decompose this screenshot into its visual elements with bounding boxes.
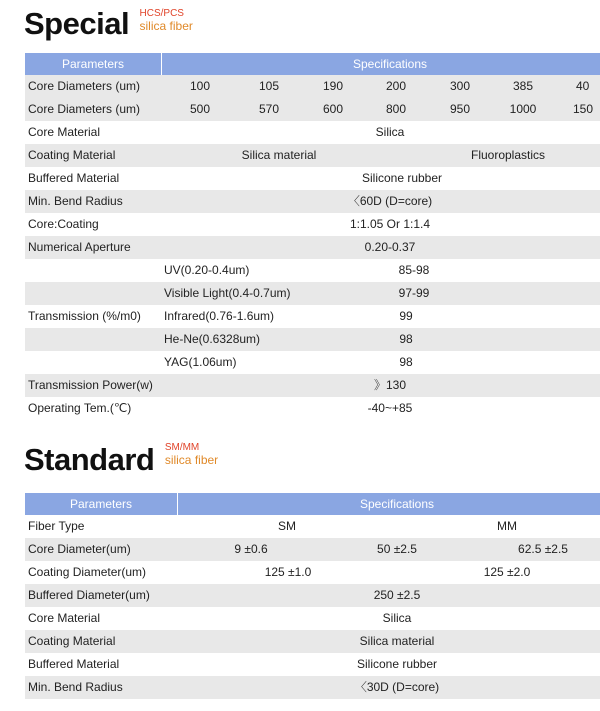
table-row-bend-radius (25, 676, 600, 699)
row-label: Min. Bend Radius (28, 194, 123, 208)
cell-value: 40 (576, 79, 590, 93)
cell-value: 100 (189, 79, 211, 93)
table-row-core-coating (25, 213, 600, 236)
table-row-transmission-power (25, 374, 600, 397)
table-row-fiber-type (25, 515, 600, 538)
table-row-core-diameter (25, 538, 600, 561)
cell-value: 800 (385, 102, 407, 116)
cell-value: 250 ±2.5 (373, 588, 421, 602)
header-parameters: Parameters (69, 497, 133, 511)
cell-value: 385 (512, 79, 534, 93)
standard-tags (165, 442, 218, 467)
cell-value: Silica material (241, 148, 317, 162)
cell-value: 62.5 ±2.5 (518, 542, 568, 556)
header-specifications: Specifications (352, 57, 428, 71)
cell-value: 105 (258, 79, 280, 93)
cell-value: 1:1.05 Or 1:1.4 (349, 217, 431, 231)
row-label: Core Material (28, 611, 101, 625)
cell-value: 9 ±0.6 (234, 542, 268, 556)
cell-value: Silica material (359, 634, 435, 648)
row-label: Coating Material (28, 634, 116, 648)
cell-value: 570 (258, 102, 280, 116)
table-row-coating-diameter (25, 561, 600, 584)
cell-value: 》130 (373, 378, 407, 392)
header-parameters: Parameters (61, 57, 125, 71)
row-label: Buffered Diameter(um) (28, 588, 150, 602)
cell-value: 〈60D (D=core) (347, 194, 433, 208)
row-label: Fiber Type (28, 519, 85, 533)
cell-value: 97-99 (398, 286, 430, 300)
cell-value: -40~+85 (367, 401, 413, 415)
row-label: Transmission Power(w) (28, 378, 153, 392)
table-row-core-material (25, 121, 600, 144)
table-header (25, 493, 600, 515)
row-label: Core Diameter(um) (28, 542, 131, 556)
special-tag-type: HCS/PCS (139, 8, 184, 19)
table-row-transmission-uv (25, 259, 600, 282)
cell-value: 950 (449, 102, 471, 116)
row-label: Min. Bend Radius (28, 680, 123, 694)
row-label: Coating Diameter(um) (28, 565, 147, 579)
table-row-buffered-material (25, 653, 600, 676)
special-spec-table (25, 53, 600, 420)
table-row-core-material (25, 607, 600, 630)
standard-heading (24, 442, 218, 478)
table-row-operating-temperature (25, 397, 600, 420)
row-label: Core:Coating (28, 217, 99, 231)
standard-title: Standard (24, 442, 155, 477)
row-label: Transmission (%/m0) (28, 309, 141, 323)
special-heading (24, 6, 193, 42)
cell-value: 125 ±1.0 (264, 565, 312, 579)
row-label: Core Diameters (um) (28, 102, 141, 116)
cell-value: Silicone rubber (356, 657, 438, 671)
cell-value: Silica (382, 611, 412, 625)
table-row-coating-material (25, 630, 600, 653)
row-label: Numerical Aperture (28, 240, 131, 254)
table-row-buffered-diameter (25, 584, 600, 607)
special-title: Special (24, 6, 130, 41)
cell-value: 〈30D (D=core) (354, 680, 440, 694)
row-label: Operating Tem.(℃) (28, 401, 132, 415)
cell-value: Silicone rubber (361, 171, 443, 185)
cell-value: Silica (375, 125, 405, 139)
sub-label: Visible Light(0.4-0.7um) (164, 286, 291, 300)
cell-value: 85-98 (398, 263, 430, 277)
cell-value: Fluoroplastics (470, 148, 546, 162)
table-row-coating-material (25, 144, 600, 167)
sub-label: UV(0.20-0.4um) (164, 263, 250, 277)
row-label: Buffered Material (28, 657, 120, 671)
cell-value: 150 (573, 102, 594, 116)
table-header (25, 53, 600, 75)
header-divider (177, 493, 178, 515)
standard-tag-type: SM/MM (164, 442, 200, 453)
table-row-transmission-infrared (25, 305, 600, 328)
table-row-transmission-hene (25, 328, 600, 351)
row-label: Core Material (28, 125, 101, 139)
standard-spec-table (25, 493, 600, 699)
cell-value: 300 (449, 79, 471, 93)
cell-value: 50 ±2.5 (377, 542, 417, 556)
special-tag-material: silica fiber (139, 19, 193, 33)
cell-value: 99 (399, 309, 413, 323)
cell-value: 125 ±2.0 (483, 565, 531, 579)
special-tags (140, 8, 193, 33)
table-row-bend-radius (25, 190, 600, 213)
row-label: Coating Material (28, 148, 116, 162)
cell-value: 98 (399, 355, 413, 369)
table-row-transmission-yag (25, 351, 600, 374)
cell-value: 98 (399, 332, 413, 346)
cell-value: 0.20-0.37 (364, 240, 416, 254)
cell-value: 1000 (509, 102, 537, 116)
table-row-buffered-material (25, 167, 600, 190)
sub-label: He-Ne(0.6328um) (164, 332, 261, 346)
cell-value: 500 (189, 102, 211, 116)
table-row-transmission-visible (25, 282, 600, 305)
row-label: Buffered Material (28, 171, 120, 185)
table-row-core-diameters-1 (25, 75, 600, 98)
table-row-core-diameters-2 (25, 98, 600, 121)
table-row-numerical-aperture (25, 236, 600, 259)
standard-tag-material: silica fiber (164, 453, 219, 467)
cell-value: 600 (322, 102, 344, 116)
sub-label: Infrared(0.76-1.6um) (164, 309, 275, 323)
cell-value: 200 (385, 79, 407, 93)
cell-value: 190 (322, 79, 344, 93)
row-label: Core Diameters (um) (28, 79, 141, 93)
header-specifications: Specifications (359, 497, 435, 511)
header-divider (161, 53, 162, 75)
cell-value: MM (497, 519, 517, 533)
sub-label: YAG(1.06um) (164, 355, 237, 369)
cell-value: SM (278, 519, 296, 533)
